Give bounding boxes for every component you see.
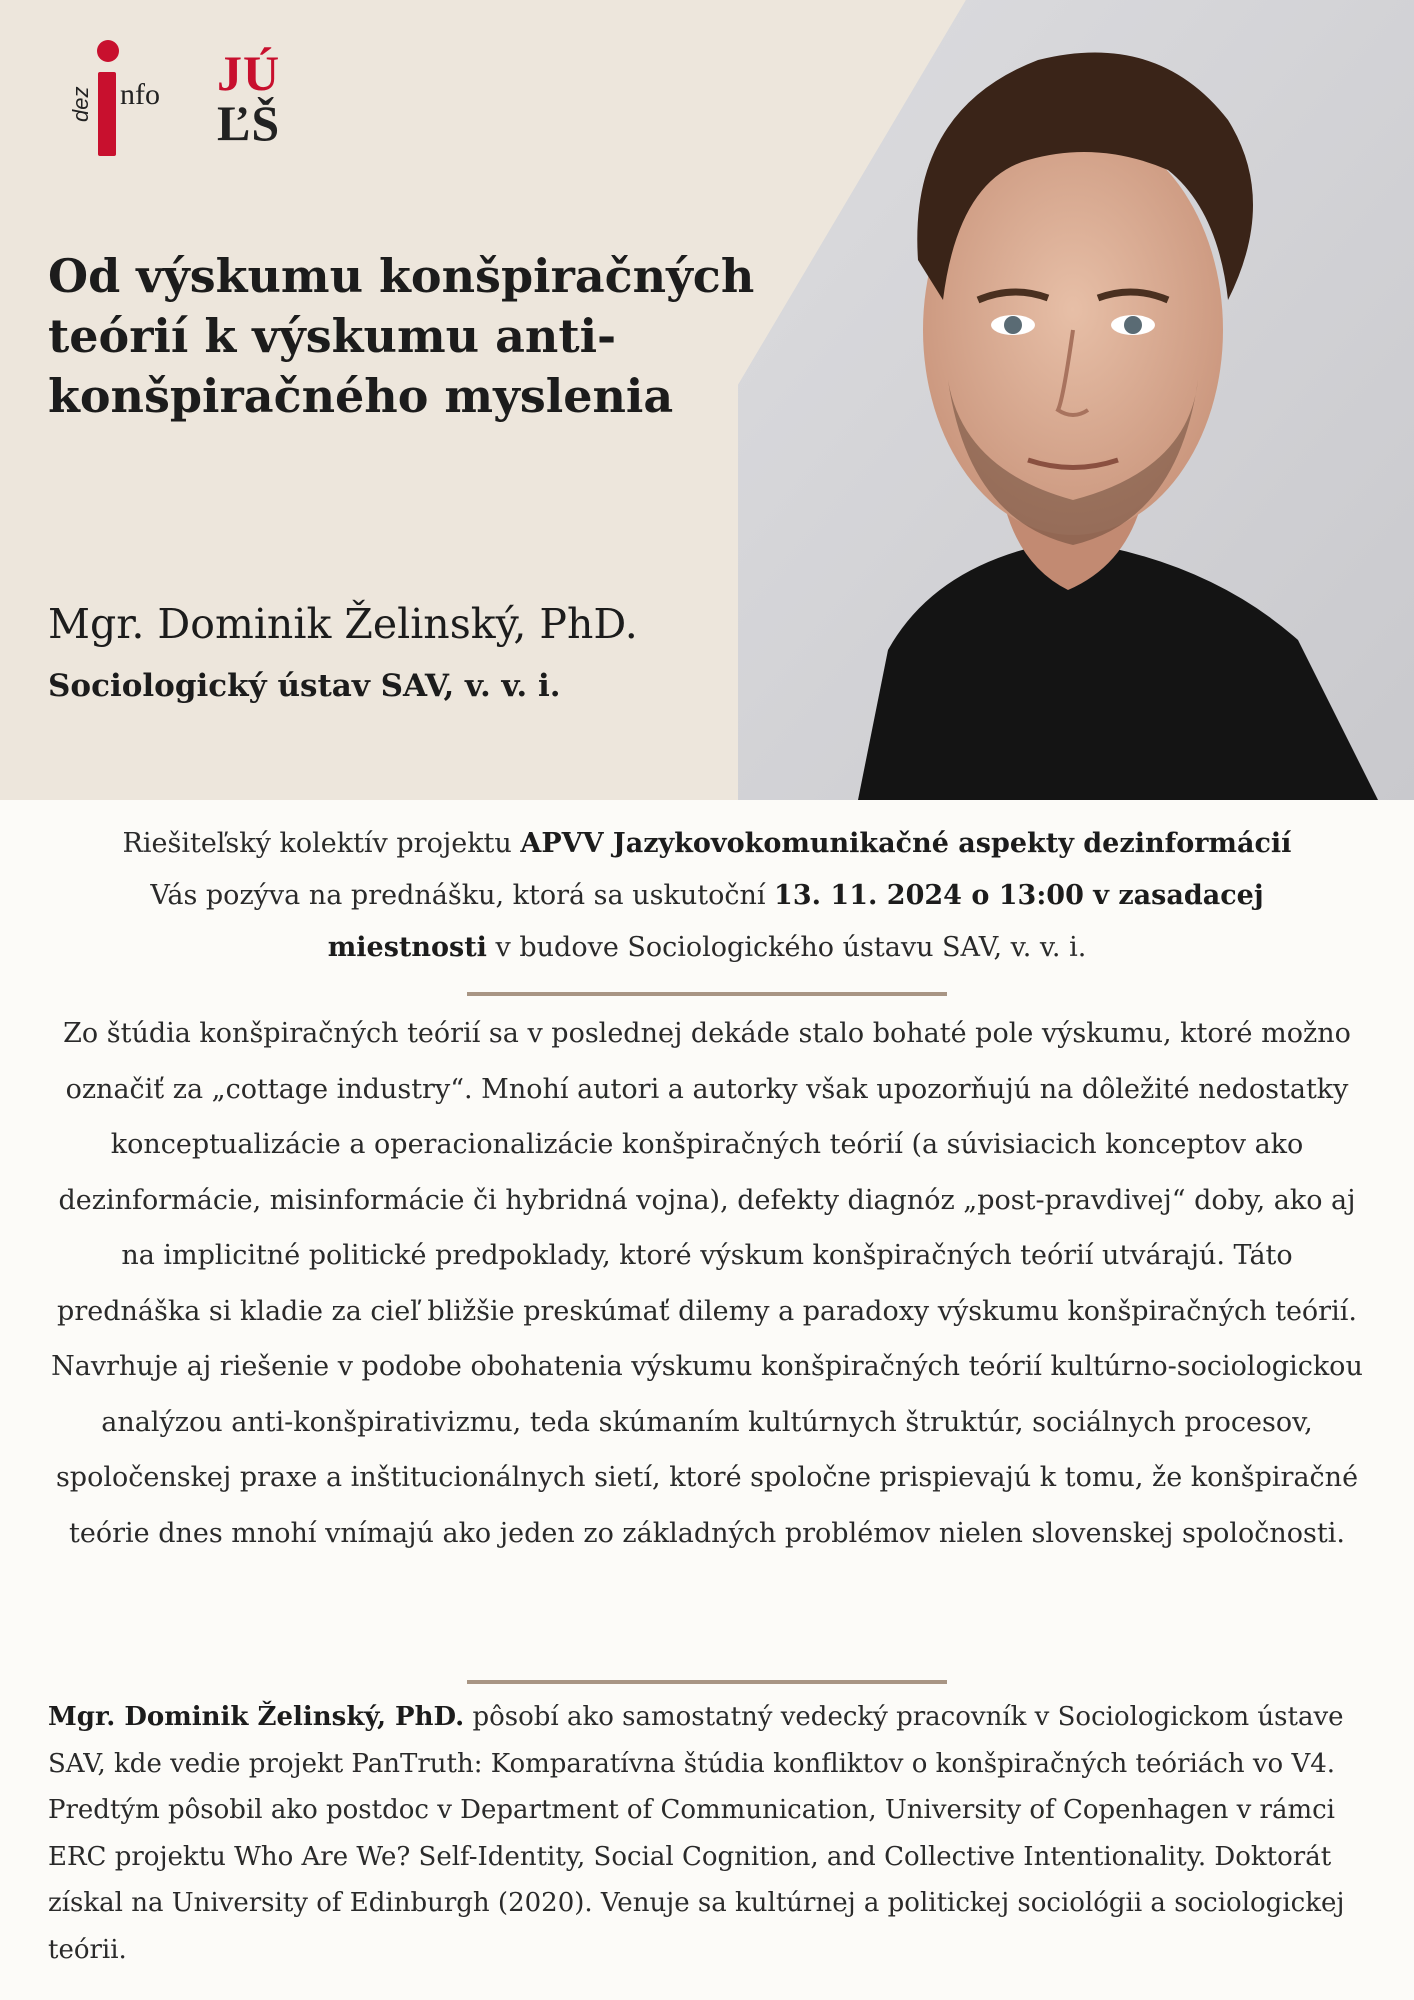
speaker-bio (48, 1694, 1373, 1973)
invitation-line-1 (40, 818, 1374, 870)
juls-logo-line2: ĽŠ (217, 95, 281, 151)
invitation-line2-prefix: Vás pozýva na prednášku, ktorá sa uskutoční (150, 880, 775, 911)
logo-bar (98, 72, 116, 156)
divider-bottom (467, 1680, 947, 1684)
logo-nfo-text: nfo (120, 78, 160, 111)
page-title: Od výskumu konšpiračných teórií k výskumu anti-konšpiračného myslenia (48, 249, 755, 423)
divider-top (467, 992, 947, 996)
invitation-line-2 (40, 870, 1374, 922)
event-datetime: 13. 11. 2024 o 13:00 v zasadacej (774, 880, 1264, 911)
invitation-line1-prefix: Riešiteľský kolektív projektu (122, 828, 521, 859)
project-name: APVV Jazykovokomunikačné aspekty dezinformácií (520, 828, 1292, 859)
bio-name: Mgr. Dominik Želinský, PhD. (48, 1702, 465, 1732)
juls-logo (217, 45, 297, 158)
invitation-line-3 (40, 922, 1374, 974)
juls-logo-line1: JÚ (217, 45, 281, 101)
logo-dot (97, 40, 119, 62)
dezinfo-logo (62, 40, 172, 160)
invitation-text (40, 818, 1374, 974)
event-location: v budove Sociologického ústavu SAV, v. v. i. (486, 932, 1087, 963)
lecture-abstract: Zo štúdia konšpiračných teórií sa v poslednej dekáde stalo bohaté pole výskumu, ktoré možno označiť za „cottage industry“. Mnohí autori a autorky však upozorňujú na dôležité nedostatky konceptualizácie a operacionalizácie konšpiračných teórií (a súvisiacich konceptov ako dezinformácie, misinformácie či hybridná vojna), defekty diagnóz „post-pravdivej“ doby, ako aj na implicitné politické predpoklady, ktoré výskum konšpiračných teórií utvárajú. Táto prednáška si kladie za cieľ bližšie preskúmať dilemy a paradoxy výskumu konšpiračných teórií. Navrhuje aj riešenie v podobe obohatenia výskumu konšpiračných teórií kultúrno-sociologickou analýzou anti-konšpirativizmu, teda skúmaním kultúrnych štruktúr, sociálnych procesov, spoločenskej praxe a inštitucionálnych sietí, ktoré spoločne prispievajú k tomu, že konšpiračné teórie dnes mnohí vnímajú ako jeden zo základných problémov nielen slovenskej spoločnosti. (51, 1018, 1363, 1549)
bio-text: pôsobí ako samostatný vedecký pracovník v Sociologickom ústave SAV, kde vedie projekt PanTruth: Komparatívna štúdia konfliktov o konšpiračných teóriách vo V4. Predtým pôsobil ako postdoc v Department of Communication, University of Copenhagen v rámci ERC projektu Who Are We? Self-Identity, Social Cognition, and Collective Intentionality. Doktorát získal na University of Edinburgh (2020). Venuje sa kultúrnej a politickej sociológii a sociologickej teórii. (48, 1702, 1345, 1965)
speaker-name: Mgr. Dominik Želinský, PhD. (48, 600, 638, 648)
speaker-institute: Sociologický ústav SAV, v. v. i. (48, 668, 561, 704)
event-room: miestnosti (327, 932, 487, 963)
logo-dez-text: dez (68, 86, 93, 122)
